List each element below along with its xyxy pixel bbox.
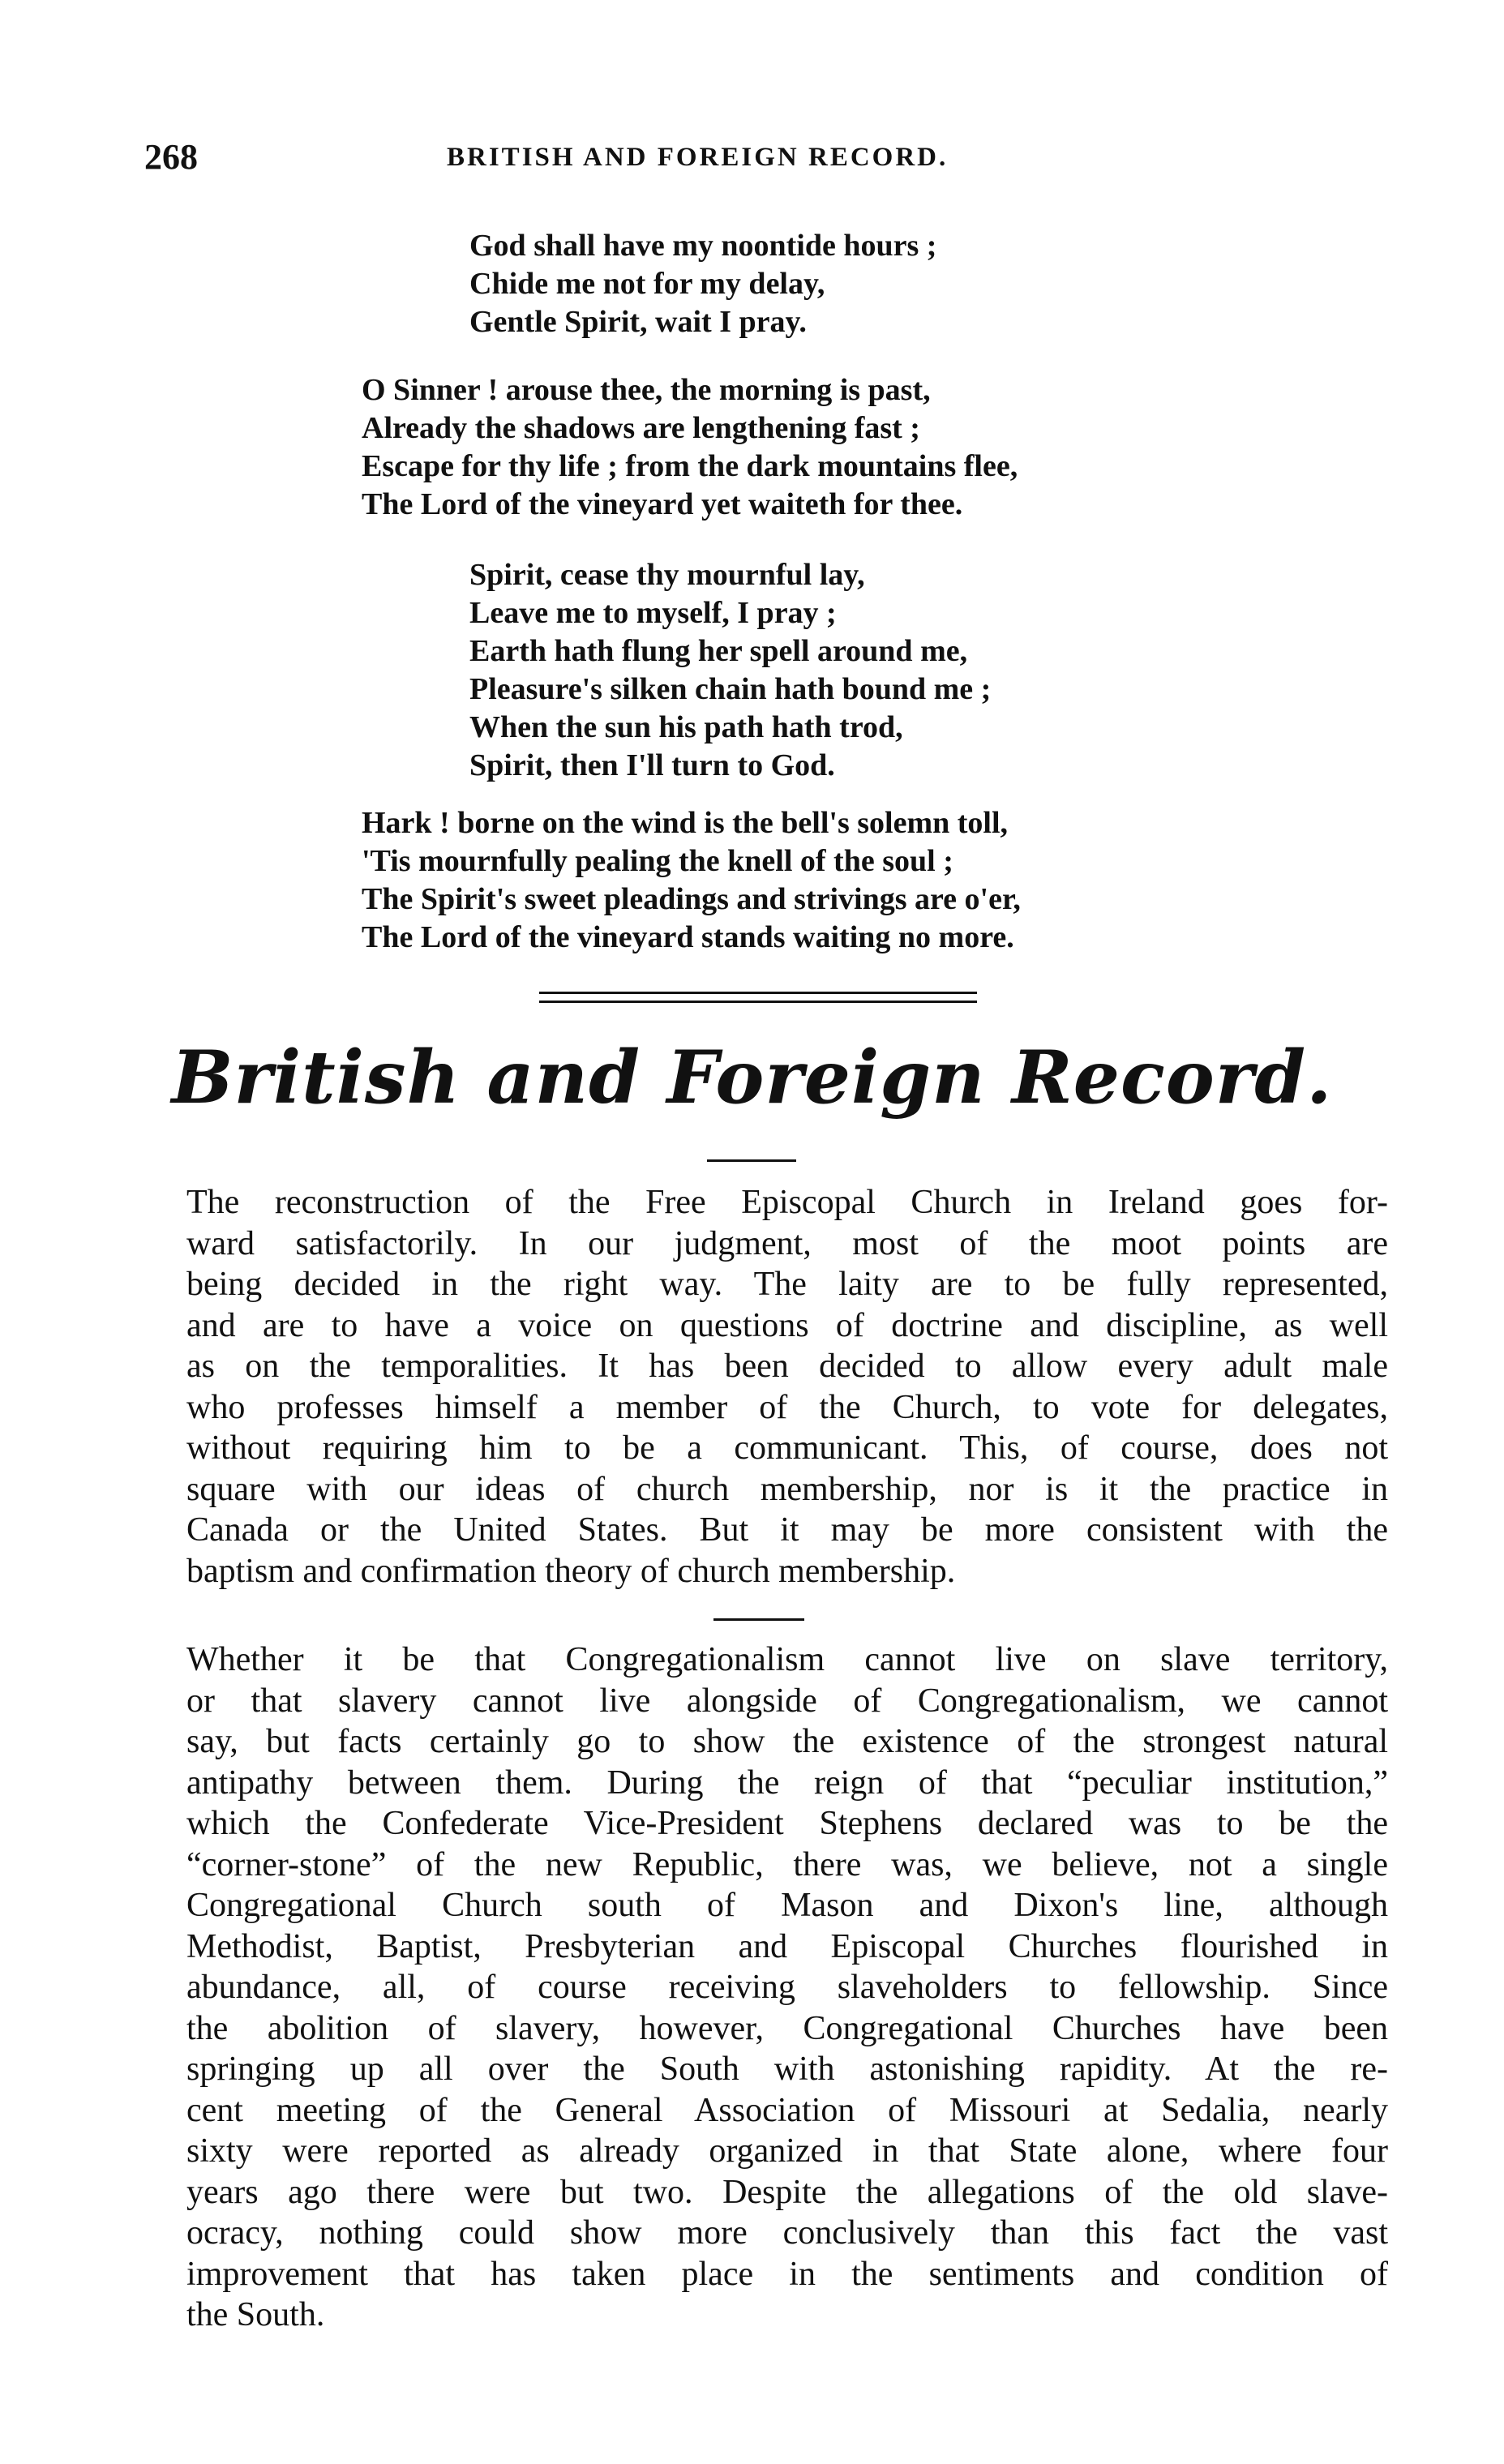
paragraph-line: being decided in the right way. The laity are to be fully represented, [186, 1266, 1388, 1303]
poem-line: Pleasure's silken chain hath bound me ; [469, 672, 992, 706]
paragraph-line: improvement that has taken place in the sentiments and condition of [186, 2255, 1388, 2293]
paragraph-line: abundance, all, of course receiving slaveholders to fellowship. Since [186, 1969, 1388, 2006]
paragraph-line: sixty were reported as already organized in that State alone, where four [186, 2132, 1388, 2170]
paragraph-line: “corner-stone” of the new Republic, there was, we believe, not a single [186, 1845, 1388, 1883]
poem-line: Escape for thy life ; from the dark mountains flee, [362, 449, 1018, 483]
poem-line: Already the shadows are lengthening fast ; [362, 411, 920, 445]
paragraph-line: or that slavery cannot live alongside of Congregationalism, we cannot [186, 1682, 1388, 1720]
poem-line: Gentle Spirit, wait I pray. [469, 305, 807, 339]
poem-line: Chide me not for my delay, [469, 267, 825, 301]
poem-line: The Lord of the vineyard stands waiting no more. [362, 920, 1014, 954]
running-title: BRITISH AND FOREIGN RECORD. [447, 143, 949, 172]
paragraph-line: without requiring him to be a communicant. This, of course, does not [186, 1429, 1388, 1467]
paragraph-line: Whether it be that Congregationalism cannot live on slave territory, [186, 1641, 1388, 1678]
section-heading: British and Foreign Record. [171, 1035, 1333, 1121]
poem-line: Leave me to myself, I pray ; [469, 596, 837, 630]
running-head [144, 136, 1393, 185]
poem-line: Hark ! borne on the wind is the bell's solemn toll, [362, 806, 1008, 840]
paragraph-line: antipathy between them. During the reign of that “peculiar institution,” [186, 1763, 1388, 1802]
poem-stanza-3 [469, 556, 991, 785]
paragraph-line: years ago there were but two. Despite the allegations of the old slave- [186, 2173, 1388, 2211]
paragraph-line: Methodist, Baptist, Presbyterian and Episcopal Churches flourished in [186, 1927, 1388, 1965]
paragraph-line: the South. [186, 2296, 325, 2333]
paragraph-line: cent meeting of the General Association of Missouri at Sedalia, nearly [186, 2091, 1388, 2129]
paragraph-line: as on the temporalities. It has been decided to allow every adult male [186, 1348, 1388, 1385]
paragraph-line: square with our ideas of church membership, nor is it the practice in [186, 1470, 1388, 1508]
poem-stanza-1 [469, 227, 936, 341]
poem-line: God shall have my noontide hours ; [469, 229, 937, 263]
paragraph-line: ward satisfactorily. In our judgment, most of the moot points are [186, 1224, 1388, 1262]
section-divider [539, 992, 977, 1003]
paragraph-line: The reconstruction of the Free Episcopal Church in Ireland goes for- [186, 1184, 1388, 1221]
poem-line: O Sinner ! arouse thee, the morning is past, [362, 373, 931, 407]
short-divider [713, 1618, 804, 1621]
short-divider [707, 1159, 796, 1162]
poem-line: Spirit, then I'll turn to God. [469, 748, 835, 782]
poem-line: When the sun his path hath trod, [469, 710, 903, 744]
paragraph-line: springing up all over the South with astonishing rapidity. At the re- [186, 2050, 1388, 2088]
poem-line: Earth hath flung her spell around me, [469, 634, 968, 668]
paragraph-line: ocracy, nothing could show more conclusively than this fact the vast [186, 2214, 1388, 2252]
paragraph-line: and are to have a voice on questions of doctrine and discipline, as well [186, 1306, 1388, 1344]
paragraph-line: who professes himself a member of the Church, to vote for delegates, [186, 1388, 1388, 1426]
paragraph-line: which the Confederate Vice-President Stephens declared was to be the [186, 1805, 1388, 1842]
article-paragraph-2 [186, 1639, 1388, 2336]
poem-line: Spirit, cease thy mournful lay, [469, 558, 865, 592]
paragraph-line: say, but facts certainly go to show the existence of the strongest natural [186, 1723, 1388, 1760]
paragraph-line: baptism and confirmation theory of church membership. [186, 1552, 956, 1590]
paragraph-line: the abolition of slavery, however, Congregational Churches have been [186, 2009, 1388, 2047]
poem-line: The Lord of the vineyard yet waiteth for thee. [362, 487, 963, 521]
poem-line: The Spirit's sweet pleadings and strivings are o'er, [362, 882, 1021, 916]
paragraph-line: Canada or the United States. But it may be more consistent with the [186, 1511, 1388, 1549]
page-number: 268 [144, 137, 198, 177]
poem-line: 'Tis mournfully pealing the knell of the soul ; [362, 844, 953, 878]
paragraph-line: Congregational Church south of Mason and Dixon's line, although [186, 1887, 1388, 1924]
article-paragraph-1 [186, 1182, 1388, 1592]
poem-stanza-2 [362, 371, 1018, 524]
poem-stanza-4 [362, 804, 1021, 957]
